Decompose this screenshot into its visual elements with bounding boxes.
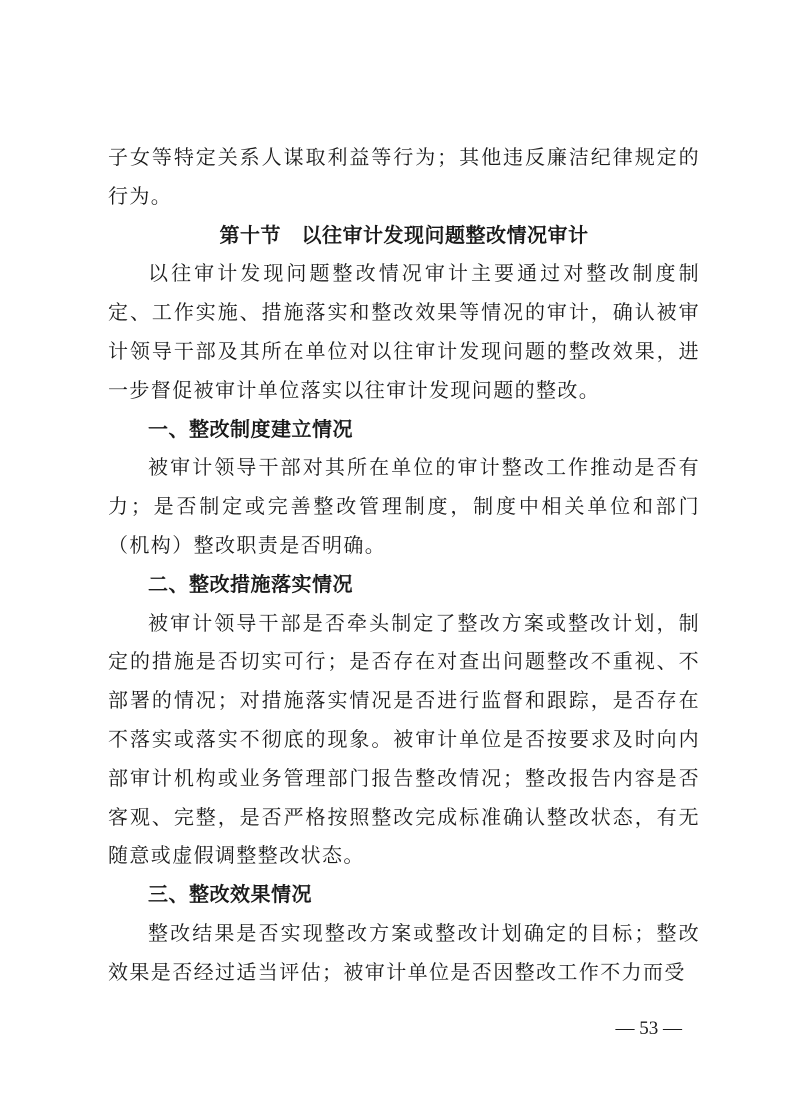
paragraph-2: 被审计领导干部是否牵头制定了整改方案或整改计划，制定的措施是否切实可行；是否存在对查出问题整改不重视、不部署的情况；对措施落实情况是否进行监督和跟踪，是否存在不落实或落实不彻底的现象。被审计单位是否按要求及时向内部审计机构或业务管理部门报告整改情况；整改报告内容是否客观、完整，是否严格按照整改完成标准确认整改状态，有无随意或虚假调整整改状态。 xyxy=(108,610,700,868)
body-text xyxy=(108,138,700,992)
page-number: — 53 — xyxy=(615,1018,682,1039)
paragraph-1: 被审计领导干部对其所在单位的审计整改工作推动是否有力；是否制定或完善整改管理制度，制度中相关单位和部门（机构）整改职责是否明确。 xyxy=(108,455,700,557)
subheading-1: 一、整改制度建立情况 xyxy=(148,416,353,441)
paragraph-3: 整改结果是否实现整改方案或整改计划确定的目标；整改效果是否经过适当评估；被审计单位是否因整改工作不力而受 xyxy=(108,920,700,984)
paragraph-continuation: 子女等特定关系人谋取利益等行为；其他违反廉洁纪律规定的行为。 xyxy=(108,145,700,208)
section-title: 第十节 以往审计发现问题整改情况审计 xyxy=(219,222,589,247)
paragraph-intro: 以往审计发现问题整改情况审计主要通过对整改制度制定、工作实施、措施落实和整改效果等情况的审计，确认被审计领导干部及其所在单位对以往审计发现问题的整改效果，进一步督促被审计单位落实以往审计发现问题的整改。 xyxy=(108,261,700,402)
subheading-3: 三、整改效果情况 xyxy=(148,882,312,907)
subheading-2: 二、整改措施落实情况 xyxy=(148,571,353,596)
